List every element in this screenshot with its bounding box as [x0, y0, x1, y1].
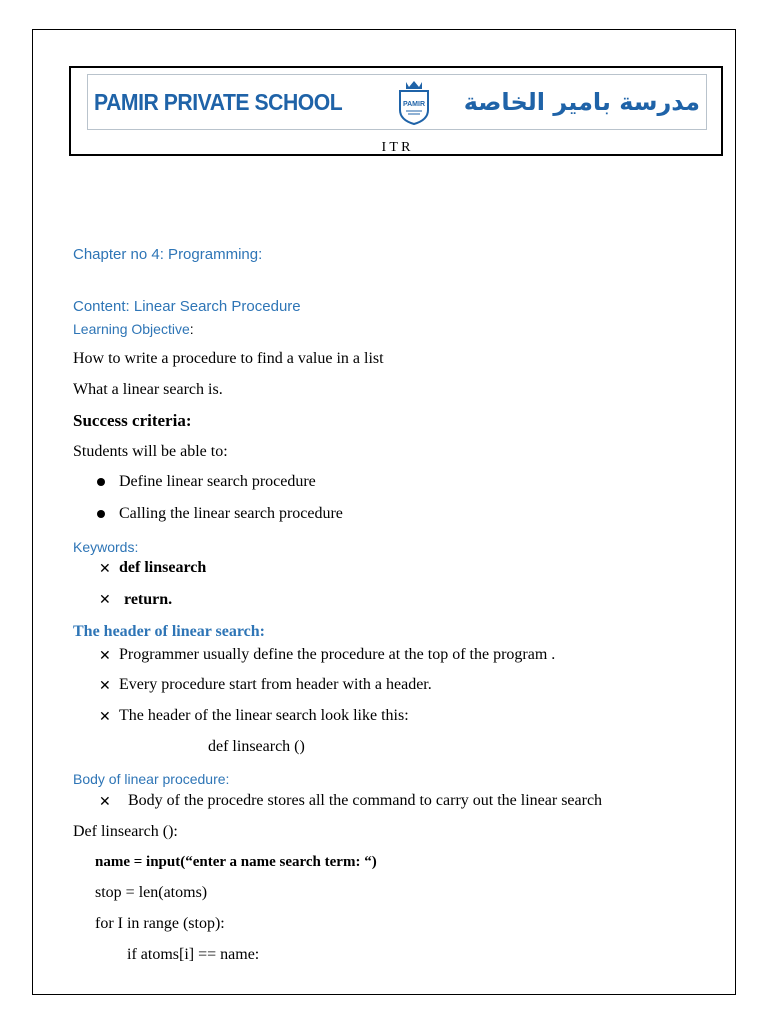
learning-objective-label: Learning Objective: [73, 321, 190, 337]
header-section-item: Every procedure start from header with a header.: [119, 676, 432, 693]
bullet-icon: [97, 478, 105, 486]
school-crest-icon: [397, 78, 431, 126]
learning-objective-item: What a linear search is.: [73, 381, 223, 398]
code-line: if atoms[i] == name:: [127, 946, 260, 963]
keyword-item: return.: [124, 591, 173, 608]
header-section-item: Programmer usually define the procedure at the top of the program .: [119, 646, 556, 663]
school-banner: [87, 74, 707, 130]
cross-bullet-icon: ✕: [99, 648, 111, 664]
bullet-icon: [97, 510, 105, 518]
success-criteria-item: Define linear search procedure: [119, 473, 316, 490]
code-line: stop = len(atoms): [95, 884, 208, 901]
cross-bullet-icon: ✕: [99, 561, 111, 577]
body-section-item: Body of the procedre stores all the command to carry out the linear search: [128, 792, 603, 809]
header-section-heading: The header of linear search:: [73, 623, 265, 640]
code-line: for I in range (stop):: [95, 915, 225, 932]
school-name-english: PAMIR PRIVATE SCHOOL: [94, 88, 343, 115]
school-header: [69, 66, 723, 156]
cross-bullet-icon: ✕: [99, 592, 111, 608]
code-line: name = input(“enter a name search term: “): [95, 854, 377, 870]
logo-text: PAMIR: [402, 101, 425, 108]
keywords-heading: Keywords:: [73, 539, 139, 555]
header-section-item: The header of the linear search look like this:: [119, 707, 409, 724]
school-name-arabic: مدرسة بامير الخاصة: [463, 88, 700, 116]
learning-objective-heading: Learning Objective:: [73, 321, 194, 337]
chapter-title: Chapter no 4: Programming:: [73, 246, 263, 263]
keyword-item: def linsearch: [119, 559, 207, 576]
body-section-heading: Body of linear procedure:: [73, 771, 230, 787]
success-criteria-intro: Students will be able to:: [73, 443, 228, 460]
cross-bullet-icon: ✕: [99, 709, 111, 725]
cut-off-text: I T R: [381, 140, 411, 155]
content-title: Content: Linear Search Procedure: [73, 298, 301, 315]
cross-bullet-icon: ✕: [99, 794, 111, 810]
cross-bullet-icon: ✕: [99, 678, 111, 694]
header-code-example: def linsearch (): [208, 738, 305, 755]
code-line: Def linsearch ():: [73, 823, 178, 840]
success-criteria-heading: Success criteria:: [73, 411, 192, 430]
success-criteria-item: Calling the linear search procedure: [119, 505, 343, 522]
learning-objective-item: How to write a procedure to find a value in a list: [73, 350, 384, 367]
